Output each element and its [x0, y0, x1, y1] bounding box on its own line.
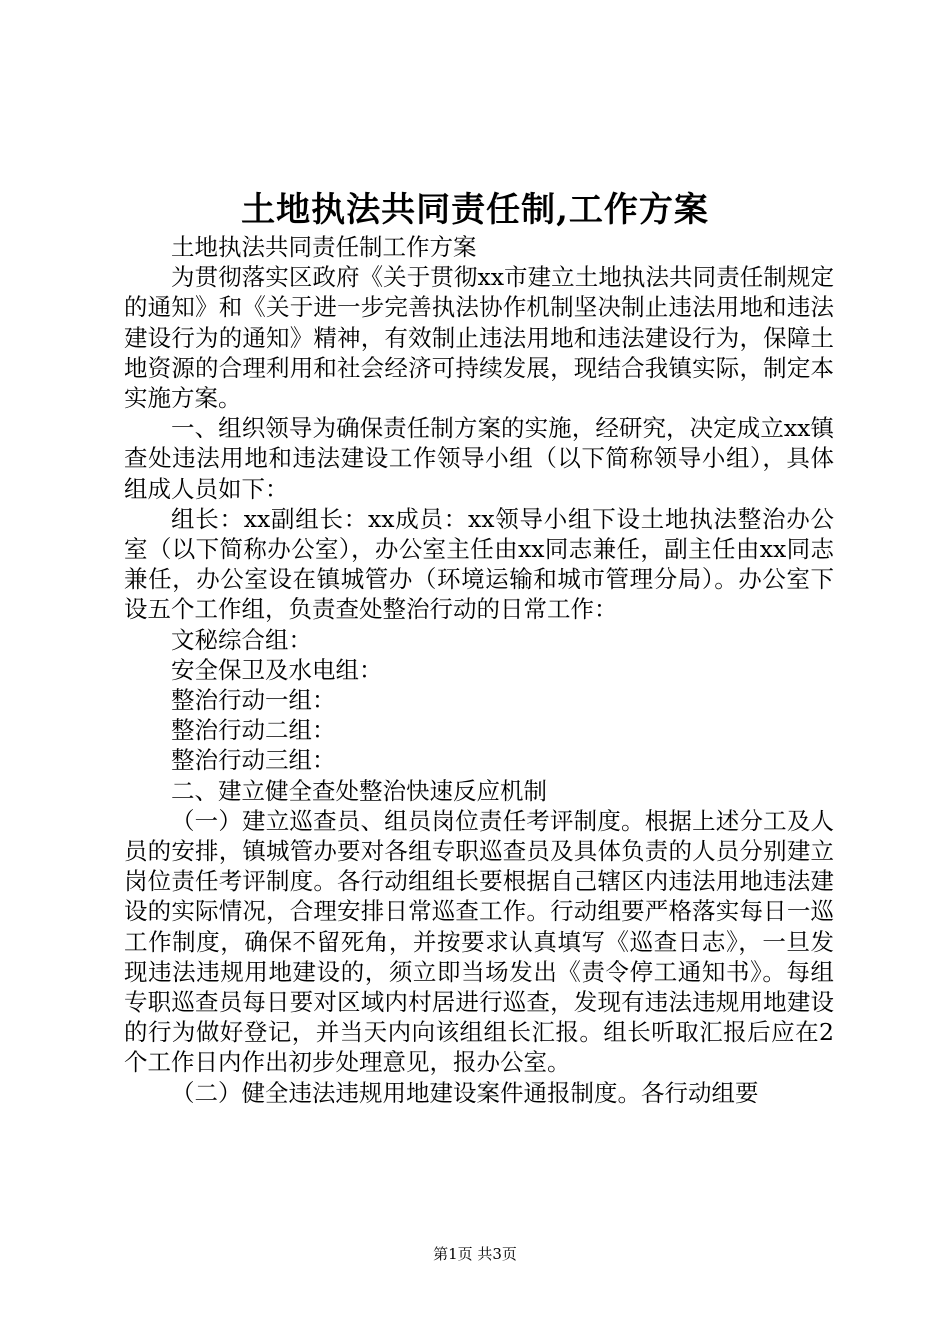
paragraph-members: 组长：xx副组长：xx成员：xx领导小组下设土地执法整治办公室（以下简称办公室），办公室主任由xx同志兼任，副主任由xx同志兼任，办公室设在镇城管办（环境运输和城市管理分局）。办公室下设五个工作组，负责查处整治行动的日常工作： — [124, 504, 834, 624]
paragraph-group-action-one: 整治行动一组： — [171, 686, 336, 715]
paragraph-group-secretary: 文秘综合组： — [171, 625, 312, 654]
paragraph-group-action-two: 整治行动二组： — [171, 716, 336, 745]
paragraph-item-one: （一）建立巡查员、组员岗位责任考评制度。根据上述分工及人员的安排，镇城管办要对各组专职巡查员及具体负责的人员分别建立岗位责任考评制度。各行动组组长要根据自己辖区内违法用地违法建设的实际情况，合理安排日常巡查工作。行动组要严格落实每日一巡工作制度，确保不留死角，并按要求认真填写《巡查日志》，一旦发现违法违规用地建设的，须立即当场发出《责令停工通知书》。每组专职巡查员每日要对区域内村居进行巡查，发现有违法违规用地建设的行为做好登记，并当天内向该组组长汇报。组长听取汇报后应在2个工作日内作出初步处理意见，报办公室。 — [124, 806, 834, 1077]
document-title: 土地执法共同责任制,工作方案 — [241, 190, 709, 230]
paragraph-section-one: 一、组织领导为确保责任制方案的实施，经研究，决定成立xx镇查处违法用地和违法建设工作领导小组（以下简称领导小组），具体组成人员如下： — [124, 414, 834, 503]
paragraph-section-two: 二、建立健全查处整治快速反应机制 — [171, 776, 547, 805]
paragraph-group-action-three: 整治行动三组： — [171, 746, 336, 775]
paragraph-subtitle: 土地执法共同责任制工作方案 — [171, 233, 477, 261]
paragraph-item-two: （二）健全违法违规用地建设案件通报制度。各行动组要 — [171, 1078, 759, 1107]
paragraph-intro: 为贯彻落实区政府《关于贯彻xx市建立土地执法共同责任制规定的通知》和《关于进一步完善执法协作机制坚决制止违法用地和违法建设行为的通知》精神，有效制止违法用地和违法建设行为，保障土地资源的合理利用和社会经济可持续发展，现结合我镇实际，制定本实施方案。 — [124, 263, 834, 413]
document-body — [124, 232, 834, 1108]
page-footer: 第1页 共3页 — [433, 1245, 517, 1263]
paragraph-group-security: 安全保卫及水电组： — [171, 655, 383, 684]
